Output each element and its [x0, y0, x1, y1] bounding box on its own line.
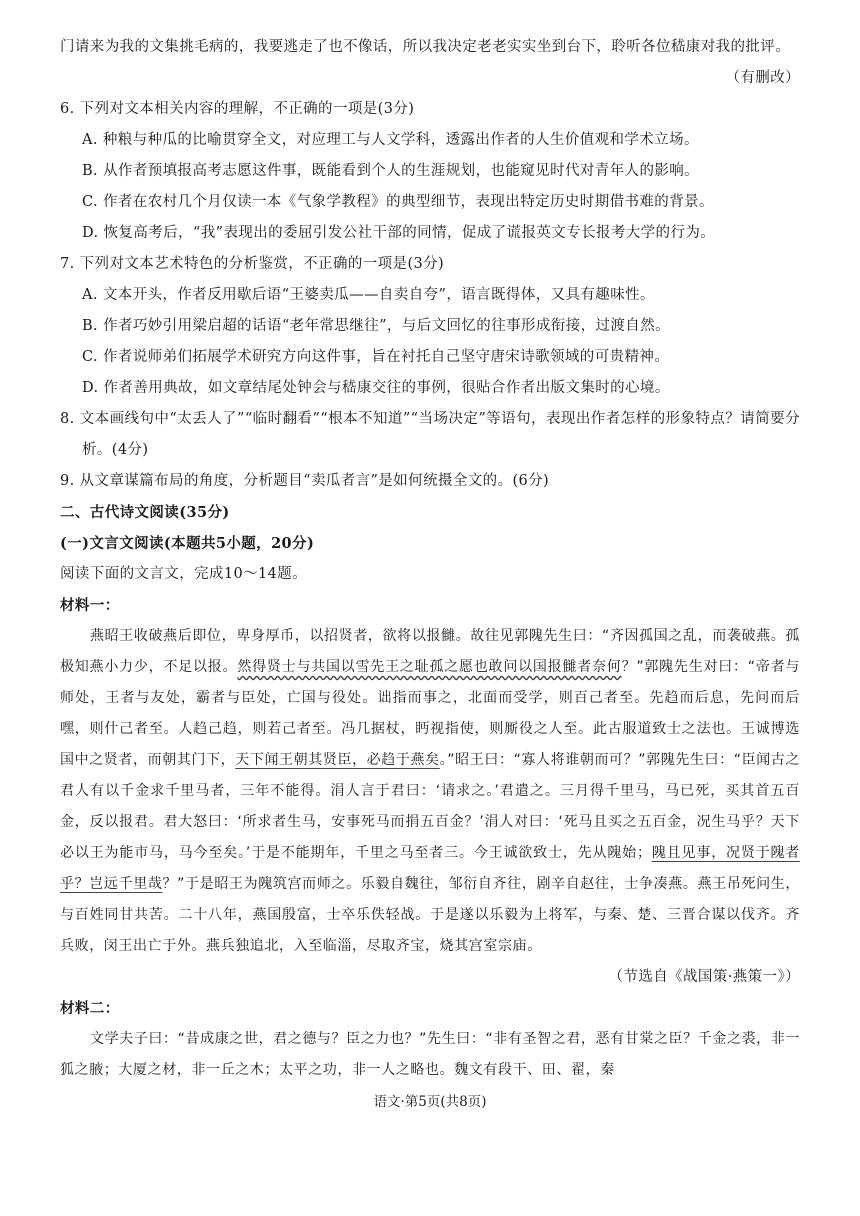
option-c: C. 作者在农村几个月仅读一本《气象学教程》的典型细节，表现出特定历史时期借书难的背景。	[82, 194, 714, 210]
text-run: ？”于是昭王为隗筑宫而师之。乐毅自魏往，邹衍自齐往，剧辛自赵往，士争凑燕。燕王吊死问生，与百姓同甘共苦。二十八年，燕国殷富，士卒乐佚轻战。于是遂以乐毅为上将军，与秦、楚、三晋合谋以伐齐。齐兵败，闵王出亡于外。燕兵独追北，入至临淄，尽取齐宝，烧其宫室宗庙。	[60, 876, 800, 954]
material-1-source: （节选自《战国策·燕策一》）	[608, 969, 800, 985]
option-d: D. 恢复高考后，“我”表现出的委屈引发公社干部的同情，促成了谎报英文专长报考大学的行为。	[82, 225, 716, 241]
text-run: 。”昭王曰：“寡人将谁朝而可？”郭隗先生曰：“臣闻古之君人有以千金求千里马者，三年不能得。涓人言于君曰：‘请求之。’君遣之。三月得千里马，马已死，买其首五百金，反以报君。君大怒曰：‘所求者生马，安事死马而捐五百金？’涓人对曰：‘死马且买之五百金，况生马乎？天下必以王为能市马，马今至矣。’于是不能期年，千里之马至者三。今王诚欲致士，先从隗始；	[60, 752, 800, 861]
page-footer: 语文·第5页(共8页)	[373, 1094, 487, 1110]
subsection-title: (一)文言文阅读(本题共5小题，20分)	[60, 535, 315, 552]
material-2-text: 文学夫子曰：“昔成康之世，君之德与？臣之力也？”先生曰：“非有圣智之君，恶有甘棠之臣？千金之裘，非一狐之腋；大厦之材，非一丘之木；太平之功，非一人之略也。魏文有段干、田、翟，秦	[60, 1031, 800, 1078]
question-7	[60, 249, 800, 404]
text-run: ？”郭隗先生对曰：“帝者与师处，王者与友处，霸者与臣处，亡国与役处。诎指而事之，北面而受学，则百己者至。先趋而后息，先问而后嘿，则什己者至。人趋己趋，则若己者至。冯几据杖，眄视指使，则厮役之人至。此古服道致士之法也。王诚博选国中之贤者，而朝其门下，	[60, 659, 800, 768]
underlined-sentence-2: 隗且见事，况贤于隗者乎？岂远千里哉	[60, 845, 800, 892]
question-9: 9. 从文章谋篇布局的角度，分析题目“卖瓜者言”是如何统摄全文的。(6分)	[60, 473, 550, 489]
section-title: 二、古代诗文阅读(35分)	[60, 504, 230, 521]
option-d: D. 作者善用典故，如文章结尾处钟会与嵇康交往的事例，很贴合作者出版文集时的心境。	[82, 380, 670, 396]
option-b: B. 从作者预填报高考志愿这件事，既能看到个人的生涯规划，也能窥见时代对青年人的影响。	[82, 163, 700, 179]
wavy-underline-sentence: 然得贤士与共国以雪先王之耻孤之愿也敢问以国报雠者奈何	[237, 659, 622, 675]
material-1-text	[60, 621, 800, 962]
edit-note: （有删改）	[725, 70, 800, 86]
underlined-sentence-1: 天下闻王朝其贤臣，必趋于燕矣	[235, 752, 440, 768]
option-c: C. 作者说师弟们拓展学术研究方向这件事，旨在衬托自己坚守唐宋诗歌领域的可贵精神。	[82, 349, 670, 365]
material-2-label: 材料二：	[60, 1000, 120, 1017]
material-1-label: 材料一：	[60, 597, 120, 614]
section-intro: 阅读下面的文言文，完成10～14题。	[60, 566, 308, 582]
question-6	[60, 94, 800, 249]
option-b: B. 作者巧妙引用梁启超的话语“老年常思继往”，与后文回忆的往事形成衔接，过渡自然。	[82, 318, 670, 334]
text-run: 燕昭王收破燕后即位，卑身厚币，以招贤者，欲将以报雠。故往见郭隗先生曰：“齐因孤国之乱，而袭破燕。孤极知燕小力少，不足以报。	[60, 628, 800, 675]
question-8: 8. 文本画线句中“太丢人了”“临时翻看”“根本不知道”“当场决定”等语句，表现出作者怎样的形象特点？请简要分析。(4分)	[60, 411, 800, 458]
option-a: A. 种粮与种瓜的比喻贯穿全文，对应理工与人文学科，透露出作者的人生价值观和学术立场。	[82, 132, 699, 148]
question-stem: 6. 下列对文本相关内容的理解，不正确的一项是(3分)	[60, 101, 415, 117]
passage-tail: 门请来为我的文集挑毛病的，我要逃走了也不像话，所以我决定老老实实坐到台下，聆听各位嵇康对我的批评。	[60, 39, 791, 55]
option-a: A. 文本开头，作者反用歇后语“王婆卖瓜——自卖自夸”，语言既得体，又具有趣味性。	[82, 287, 655, 303]
question-stem: 7. 下列对文本艺术特色的分析鉴赏，不正确的一项是(3分)	[60, 256, 445, 272]
